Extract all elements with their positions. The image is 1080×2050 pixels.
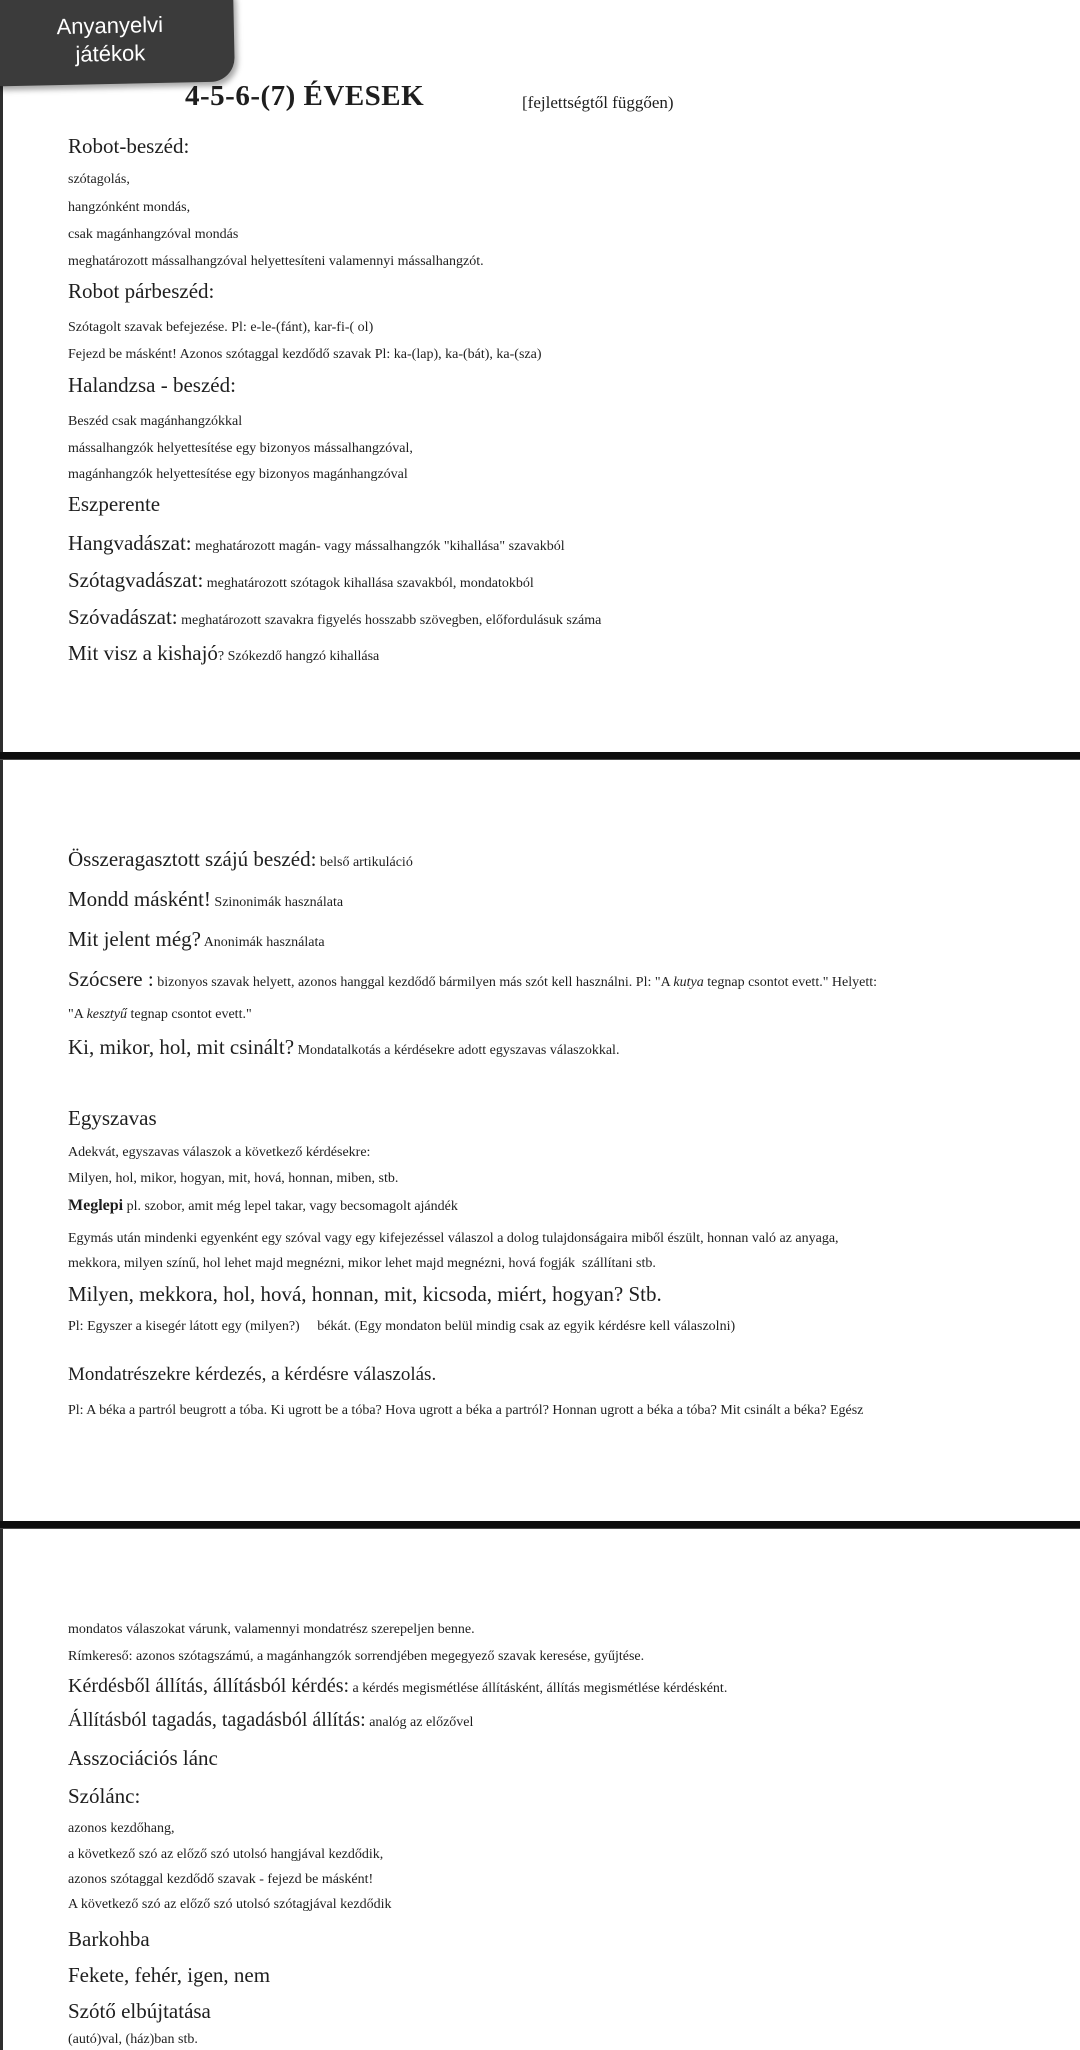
line-mit-jelent-meg [68, 927, 325, 951]
tab-label-line2: játékok [75, 40, 146, 67]
heading-szolanc: Szólánc: [68, 1784, 141, 1808]
page-left-edge [0, 0, 3, 2050]
line-egymas-utan: Egymás után mindenki egyenként egy szóval vagy egy kifejezéssel válaszol a dolog tulajdonságaira miből észült, honnan való az anyaga, [68, 1231, 839, 1246]
line-mondatos-valaszokat: mondatos válaszokat várunk, valamennyi mondatrész szerepeljen benne. [68, 1622, 475, 1637]
kesztyu-italic-word: kesztyű [86, 1007, 127, 1022]
line-beszed-csak-maganhangzokkal: Beszéd csak magánhangzókkal [68, 414, 243, 429]
szotagvadaszat-head: Szótagvadászat: [68, 568, 204, 592]
line-szocsere [68, 967, 877, 991]
mondd-maskent-desc: Szinonimák használata [210, 895, 344, 910]
meglepi-desc: pl. szobor, amit még lepel takar, vagy becsomagolt ajándék [123, 1199, 458, 1214]
line-kerdesbol-allitas [68, 1675, 727, 1698]
ki-mikor-head: Ki, mikor, hol, mit csinált? [68, 1035, 295, 1059]
heading-szoto-elbujtatasa: Szótő elbújtatása [68, 1999, 211, 2023]
meglepi-head: Meglepi [68, 1197, 124, 1214]
heading-mondatreszekre: Mondatrészekre kérdezés, a kérdésre válaszolás. [68, 1364, 437, 1385]
line-szotagvadaszat [68, 568, 534, 592]
page-subtitle: [fejlettségtől függően) [522, 93, 674, 112]
line-azonos-kezdohang: azonos kezdőhang, [68, 1821, 175, 1836]
osszeragasztott-head: Összeragasztott szájú beszéd: [68, 847, 317, 871]
mondd-maskent-head: Mondd másként! [68, 887, 211, 911]
line-mondd-maskent [68, 887, 343, 911]
line-mit-visz-a-kishajo [68, 641, 379, 665]
heading-asszociacios-lanc: Asszociációs lánc [68, 1746, 218, 1770]
line-csak-maganhangzoval: csak magánhangzóval mondás [68, 227, 239, 242]
line-fejezd-be-maskent: Fejezd be másként! Azonos szótaggal kezdődő szavak Pl: ka-(lap), ka-(bát), ka-(sza) [68, 347, 542, 362]
line-rimkereso: Rímkereső: azonos szótagszámú, a magánhangzók sorrendjében megegyező szavak keresése, gyűjtése. [68, 1649, 645, 1664]
line-meghatarozott-massalhangzoval: meghatározott mássalhangzóval helyettesíteni valamennyi mássalhangzót. [68, 254, 484, 269]
line-autoval-hazban: (autó)val, (ház)ban stb. [68, 2032, 198, 2047]
page-title: 4-5-6-(7) ÉVESEK [185, 80, 425, 112]
szotagvadaszat-desc: meghatározott szótagok kihallása szavakból, mondatokból [203, 576, 534, 591]
line-szovadaszat [68, 605, 601, 629]
line-ki-mikor-hol [68, 1035, 619, 1059]
mit-jelent-desc: Anonimák használata [200, 935, 325, 950]
line-kovetkezo-szo-hangjaval: a következő szó az előző szó utolsó hangjával kezdődik, [68, 1847, 384, 1862]
line-mekkora-milyen-szinu: mekkora, milyen színű, hol lehet majd megnézni, mikor lehet majd megnézni, hová fogják szállítani stb. [68, 1256, 656, 1271]
hangvadaszat-desc: meghatározott magán- vagy mássalhangzók "kihallása" szavakból [191, 539, 565, 554]
line-szotagolas: szótagolás, [68, 172, 130, 187]
szocsere-italic-word: kutya [673, 975, 704, 990]
line-hangvadaszat [68, 531, 565, 555]
kishajo-desc: ? Szókezdő hangzó kihallása [217, 649, 380, 664]
tab-label-line1: Anyanyelvi [56, 11, 164, 40]
kishajo-head: Mit visz a kishajó [68, 641, 218, 665]
szovadaszat-desc: meghatározott szavakra figyelés hosszabb szövegben, előfordulásuk száma [177, 613, 602, 628]
line-hangzonkent: hangzónként mondás, [68, 200, 191, 215]
line-szotagolt-szavak: Szótagolt szavak befejezése. Pl: e-le-(fánt), kar-fi-( ol) [68, 320, 374, 335]
line-osszeragasztott [68, 847, 413, 871]
line-kesztyu [68, 1005, 252, 1023]
ki-mikor-desc: Mondatalkotás a kérdésekre adott egyszavas válaszokkal. [294, 1043, 620, 1058]
page-separator-1 [0, 752, 1080, 760]
line-adekvat: Adekvát, egyszavas válaszok a következő kérdésekre: [68, 1145, 371, 1160]
heading-halandzsa-beszed: Halandzsa - beszéd: [68, 373, 236, 397]
allitasbol-head: Állításból tagadás, tagadásból állítás: [68, 1709, 366, 1731]
szovadaszat-head: Szóvadászat: [68, 605, 178, 629]
heading-robot-beszed: Robot-beszéd: [68, 134, 190, 158]
heading-robot-parbeszed: Robot párbeszéd: [68, 279, 215, 303]
heading-egyszavas: Egyszavas [68, 1106, 157, 1130]
line-meglepi [68, 1197, 458, 1215]
line-pl-beka: Pl: A béka a partról beugrott a tóba. Ki ugrott be a tóba? Hova ugrott a béka a partról? Honnan ugrott a béka a tóba? Mit csinált a béka? Egész [68, 1403, 864, 1418]
allitasbol-desc: analóg az előzővel [365, 1715, 474, 1730]
page-separator-2 [0, 1521, 1080, 1529]
kesztyu-pre: "A [68, 1007, 87, 1022]
kerdesbol-desc: a kérdés megismétlése állításként, állítás megismétlése kérdésként. [349, 1681, 728, 1696]
heading-fekete-feher: Fekete, fehér, igen, nem [68, 1963, 271, 1987]
szocsere-head: Szócsere : [68, 967, 154, 991]
line-allitasbol-tagadas [68, 1709, 473, 1732]
heading-milyen-mekkora: Milyen, mekkora, hol, hová, honnan, mit, kicsoda, miért, hogyan? Stb. [68, 1282, 662, 1306]
line-milyen-hol-mikor: Milyen, hol, mikor, hogyan, mit, hová, honnan, miben, stb. [68, 1171, 399, 1186]
line-maganhangzok-helyettesitese: magánhangzók helyettesítése egy bizonyos magánhangzóval [68, 467, 408, 482]
osszeragasztott-desc: belső artikuláció [316, 855, 413, 870]
kesztyu-post: tegnap csontot evett." [127, 1007, 252, 1022]
line-pl-egyszer-kiseger: Pl: Egyszer a kisegér látott egy (milyen?) békát. (Egy mondaton belül mindig csak az egyik kérdésre kell válaszolni) [68, 1319, 736, 1334]
szocsere-desc-2: tegnap csontot evett." Helyett: [703, 975, 878, 990]
heading-barkohba: Barkohba [68, 1927, 150, 1951]
szocsere-desc-1: bizonyos szavak helyett, azonos hanggal kezdődő bármilyen más szót kell használni. Pl: "A [153, 975, 674, 990]
anyanyelvi-jatekok-tab[interactable] [0, 0, 235, 87]
hangvadaszat-head: Hangvadászat: [68, 531, 192, 555]
line-azonos-szotaggal: azonos szótaggal kezdődő szavak - fejezd be másként! [68, 1872, 374, 1887]
mit-jelent-head: Mit jelent még? [68, 927, 201, 951]
kerdesbol-head: Kérdésből állítás, állításból kérdés: [68, 1675, 350, 1697]
heading-eszperente: Eszperente [68, 492, 161, 516]
line-massalhangzok-helyettesitese: mássalhangzók helyettesítése egy bizonyos mássalhangzóval, [68, 441, 413, 456]
line-kovetkezo-szo-szotagjaval: A következő szó az előző szó utolsó szótagjával kezdődik [68, 1897, 392, 1912]
